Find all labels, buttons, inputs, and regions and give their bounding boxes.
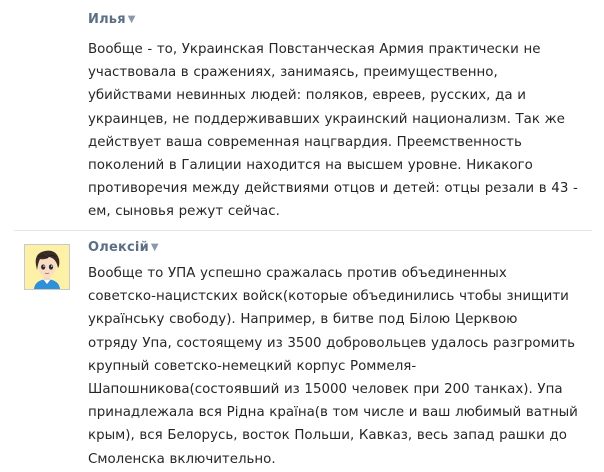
comment-line: убийствами невинных людей: поляков, евреев, русских, да и xyxy=(88,88,526,104)
comment xyxy=(0,231,604,472)
comment-line: принадлежала вся Рідна країна(в том числе и ваш любимый ватный xyxy=(88,405,578,421)
author-name[interactable]: Олексій xyxy=(88,240,149,255)
cartoon-boy-avatar xyxy=(25,245,69,289)
comment-line: поколений в Галиции находится на высшем уровне. Никакого xyxy=(88,158,533,174)
comment-line: Вообще - то, Украинская Повстанческая Армия практически не xyxy=(88,42,541,57)
caret-down-icon[interactable]: ▼ xyxy=(150,242,159,253)
comment-line: украинцев, не поддерживавших украинский национализм. Так же xyxy=(88,111,565,127)
comment-line: крупный советско-немецкий корпус Роммеля- xyxy=(88,358,417,374)
comment-line: Смоленска включительно. xyxy=(88,451,276,467)
avatar[interactable] xyxy=(24,244,70,290)
comment-line: действует ваша современная нацгвардия. Преемственность xyxy=(88,134,522,150)
comment-line: советско-нацистских войск(которые объединились чтобы знищити xyxy=(88,289,569,305)
comment-text xyxy=(88,38,588,224)
caret-down-icon[interactable]: ▼ xyxy=(127,14,136,25)
comment-line: Шапошникова(состоявший из 15000 человек при 200 танках). Упа xyxy=(88,382,563,398)
comment-line: участвовала в сражениях, занимаясь, преимущественно, xyxy=(88,65,498,81)
comment-author[interactable] xyxy=(88,12,136,27)
comment-line: українську свободу). Например, в битве под Білою Церквою xyxy=(88,312,518,328)
comment xyxy=(0,0,604,230)
author-name[interactable]: Илья xyxy=(88,12,126,27)
comment-line: противоречия между действиями отцов и детей: отцы резали в 43 - xyxy=(88,181,578,197)
comment-line: крым), вся Белорусь, восток Польши, Кавказ, весь запад рашки до xyxy=(88,428,567,444)
comment-text xyxy=(88,262,588,471)
comment-line: отряду Упа, состоящему из 3500 добровольцев удалось разгромить xyxy=(88,335,576,351)
comment-author[interactable] xyxy=(88,240,159,255)
comment-line: Вообще то УПА успешно сражалась против объединенных xyxy=(88,266,507,281)
comment-line: ем, сыновья режут сейчас. xyxy=(88,204,280,220)
